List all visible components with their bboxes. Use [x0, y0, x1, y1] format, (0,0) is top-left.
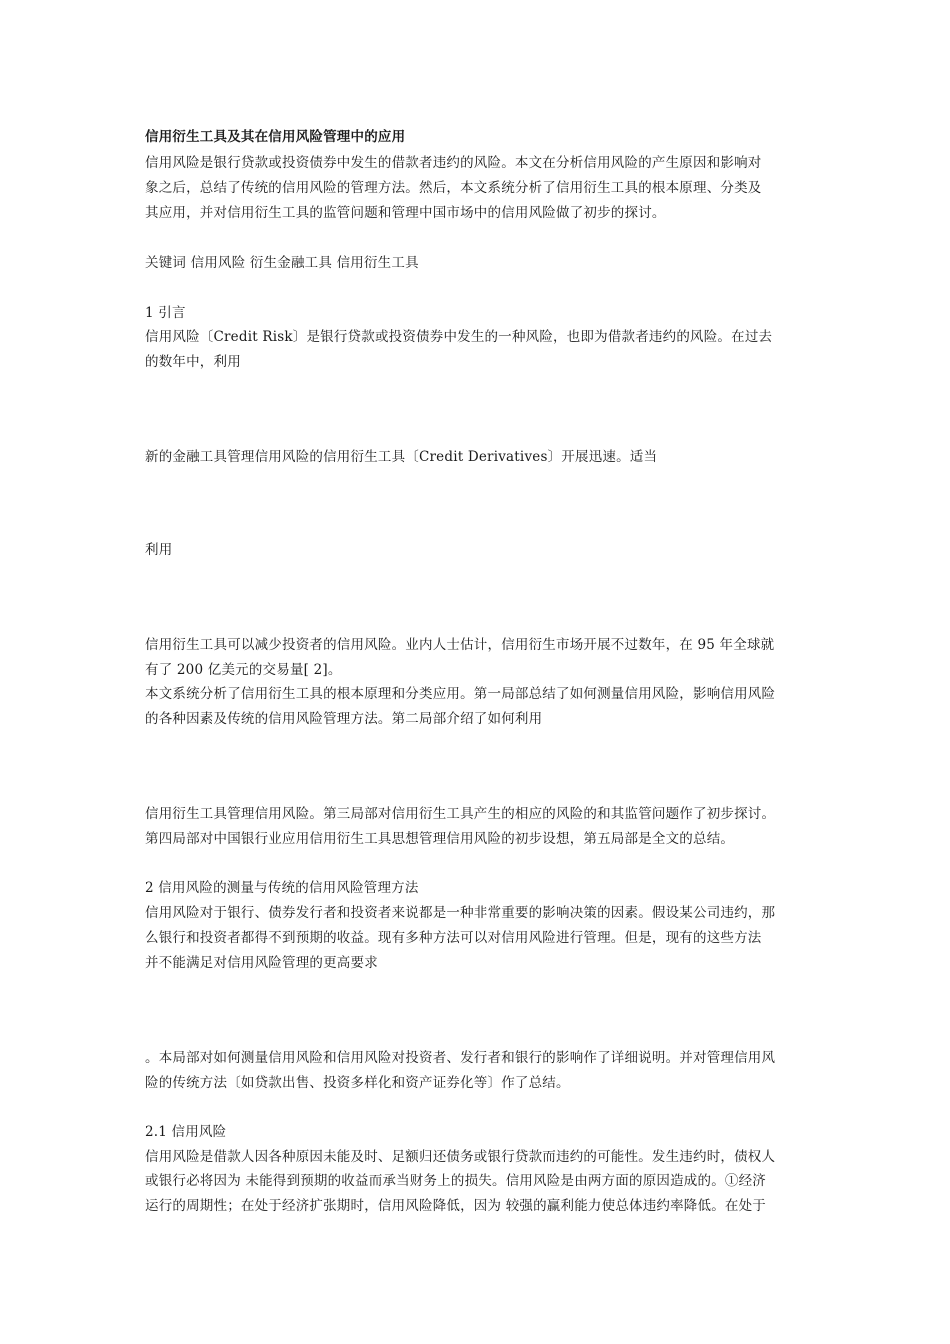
- section-1-p2: 新的金融工具管理信用风险的信用衍生工具〔Credit Derivatives〕开展迅速。适当: [145, 449, 658, 465]
- section-2-1-p1-line-2: 或银行必将因为 未能得到预期的收益而承当财务上的损失。信用风险是由两方面的原因造成的。①经济: [145, 1173, 766, 1189]
- abstract-line-3: 其应用，并对信用衍生工具的监管问题和管理中国市场中的信用风险做了初步的探讨。: [145, 205, 666, 221]
- section-1-p5-line-2: 第四局部对中国银行业应用信用衍生工具思想管理信用风险的初步设想，第五局部是全文的总结。: [145, 831, 735, 847]
- abstract-line-2: 象之后，总结了传统的信用风险的管理方法。然后，本文系统分析了信用衍生工具的根本原理、分类及: [145, 180, 762, 196]
- abstract-line-1: 信用风险是银行贷款或投资债券中发生的借款者违约的风险。本文在分析信用风险的产生原因和影响对: [145, 155, 762, 171]
- section-1-p4-line-1: 信用衍生工具可以减少投资者的信用风险。业内人士估计，信用衍生市场开展不过数年，在 95 年全球就: [145, 637, 775, 653]
- section-2-p1-line-3: 并不能满足对信用风险管理的更高要求: [145, 955, 378, 971]
- section-2-p2-line-1: 。本局部对如何测量信用风险和信用风险对投资者、发行者和银行的影响作了详细说明。并对管理信用风: [145, 1050, 776, 1066]
- section-2-p1-line-2: 么银行和投资者都得不到预期的收益。现有多种方法可以对信用风险进行管理。但是，现有的这些方法: [145, 930, 762, 946]
- section-1-p1-line-1: 信用风险〔Credit Risk〕是银行贷款或投资债券中发生的一种风险，也即为借款者违约的风险。在过去: [145, 329, 773, 345]
- section-1-heading: 1 引言: [145, 305, 186, 321]
- section-1-p3: 利用: [145, 542, 173, 558]
- section-2-heading: 2 信用风险的测量与传统的信用风险管理方法: [145, 880, 419, 896]
- section-1-p4-line-3: 本文系统分析了信用衍生工具的根本原理和分类应用。第一局部总结了如何测量信用风险，影响信用风险: [145, 686, 776, 702]
- section-1-p4-line-4: 的各种因素及传统的信用风险管理方法。第二局部介绍了如何利用: [145, 711, 543, 727]
- section-2-p2-line-2: 险的传统方法〔如贷款出售、投资多样化和资产证券化等〕作了总结。: [145, 1075, 570, 1091]
- document-title: 信用衍生工具及其在信用风险管理中的应用: [145, 129, 406, 145]
- section-1-p4-line-2: 有了 200 亿美元的交易量[ 2]。: [145, 662, 342, 678]
- section-1-p1-line-2: 的数年中，利用: [145, 354, 241, 370]
- section-2-1-p1-line-3: 运行的周期性；在处于经济扩张期时，信用风险降低，因为 较强的赢利能力使总体违约率降低。在处于: [145, 1198, 766, 1214]
- section-2-1-heading: 2.1 信用风险: [145, 1124, 227, 1140]
- keywords: 关键词 信用风险 衍生金融工具 信用衍生工具: [145, 255, 419, 271]
- section-1-p5-line-1: 信用衍生工具管理信用风险。第三局部对信用衍生工具产生的相应的风险的和其监管问题作了初步探讨。: [145, 806, 776, 822]
- section-2-p1-line-1: 信用风险对于银行、债券发行者和投资者来说都是一种非常重要的影响决策的因素。假设某公司违约，那: [145, 905, 776, 921]
- section-2-1-p1-line-1: 信用风险是借款人因各种原因未能及时、足额归还债务或银行贷款而违约的可能性。发生违约时，债权人: [145, 1149, 776, 1165]
